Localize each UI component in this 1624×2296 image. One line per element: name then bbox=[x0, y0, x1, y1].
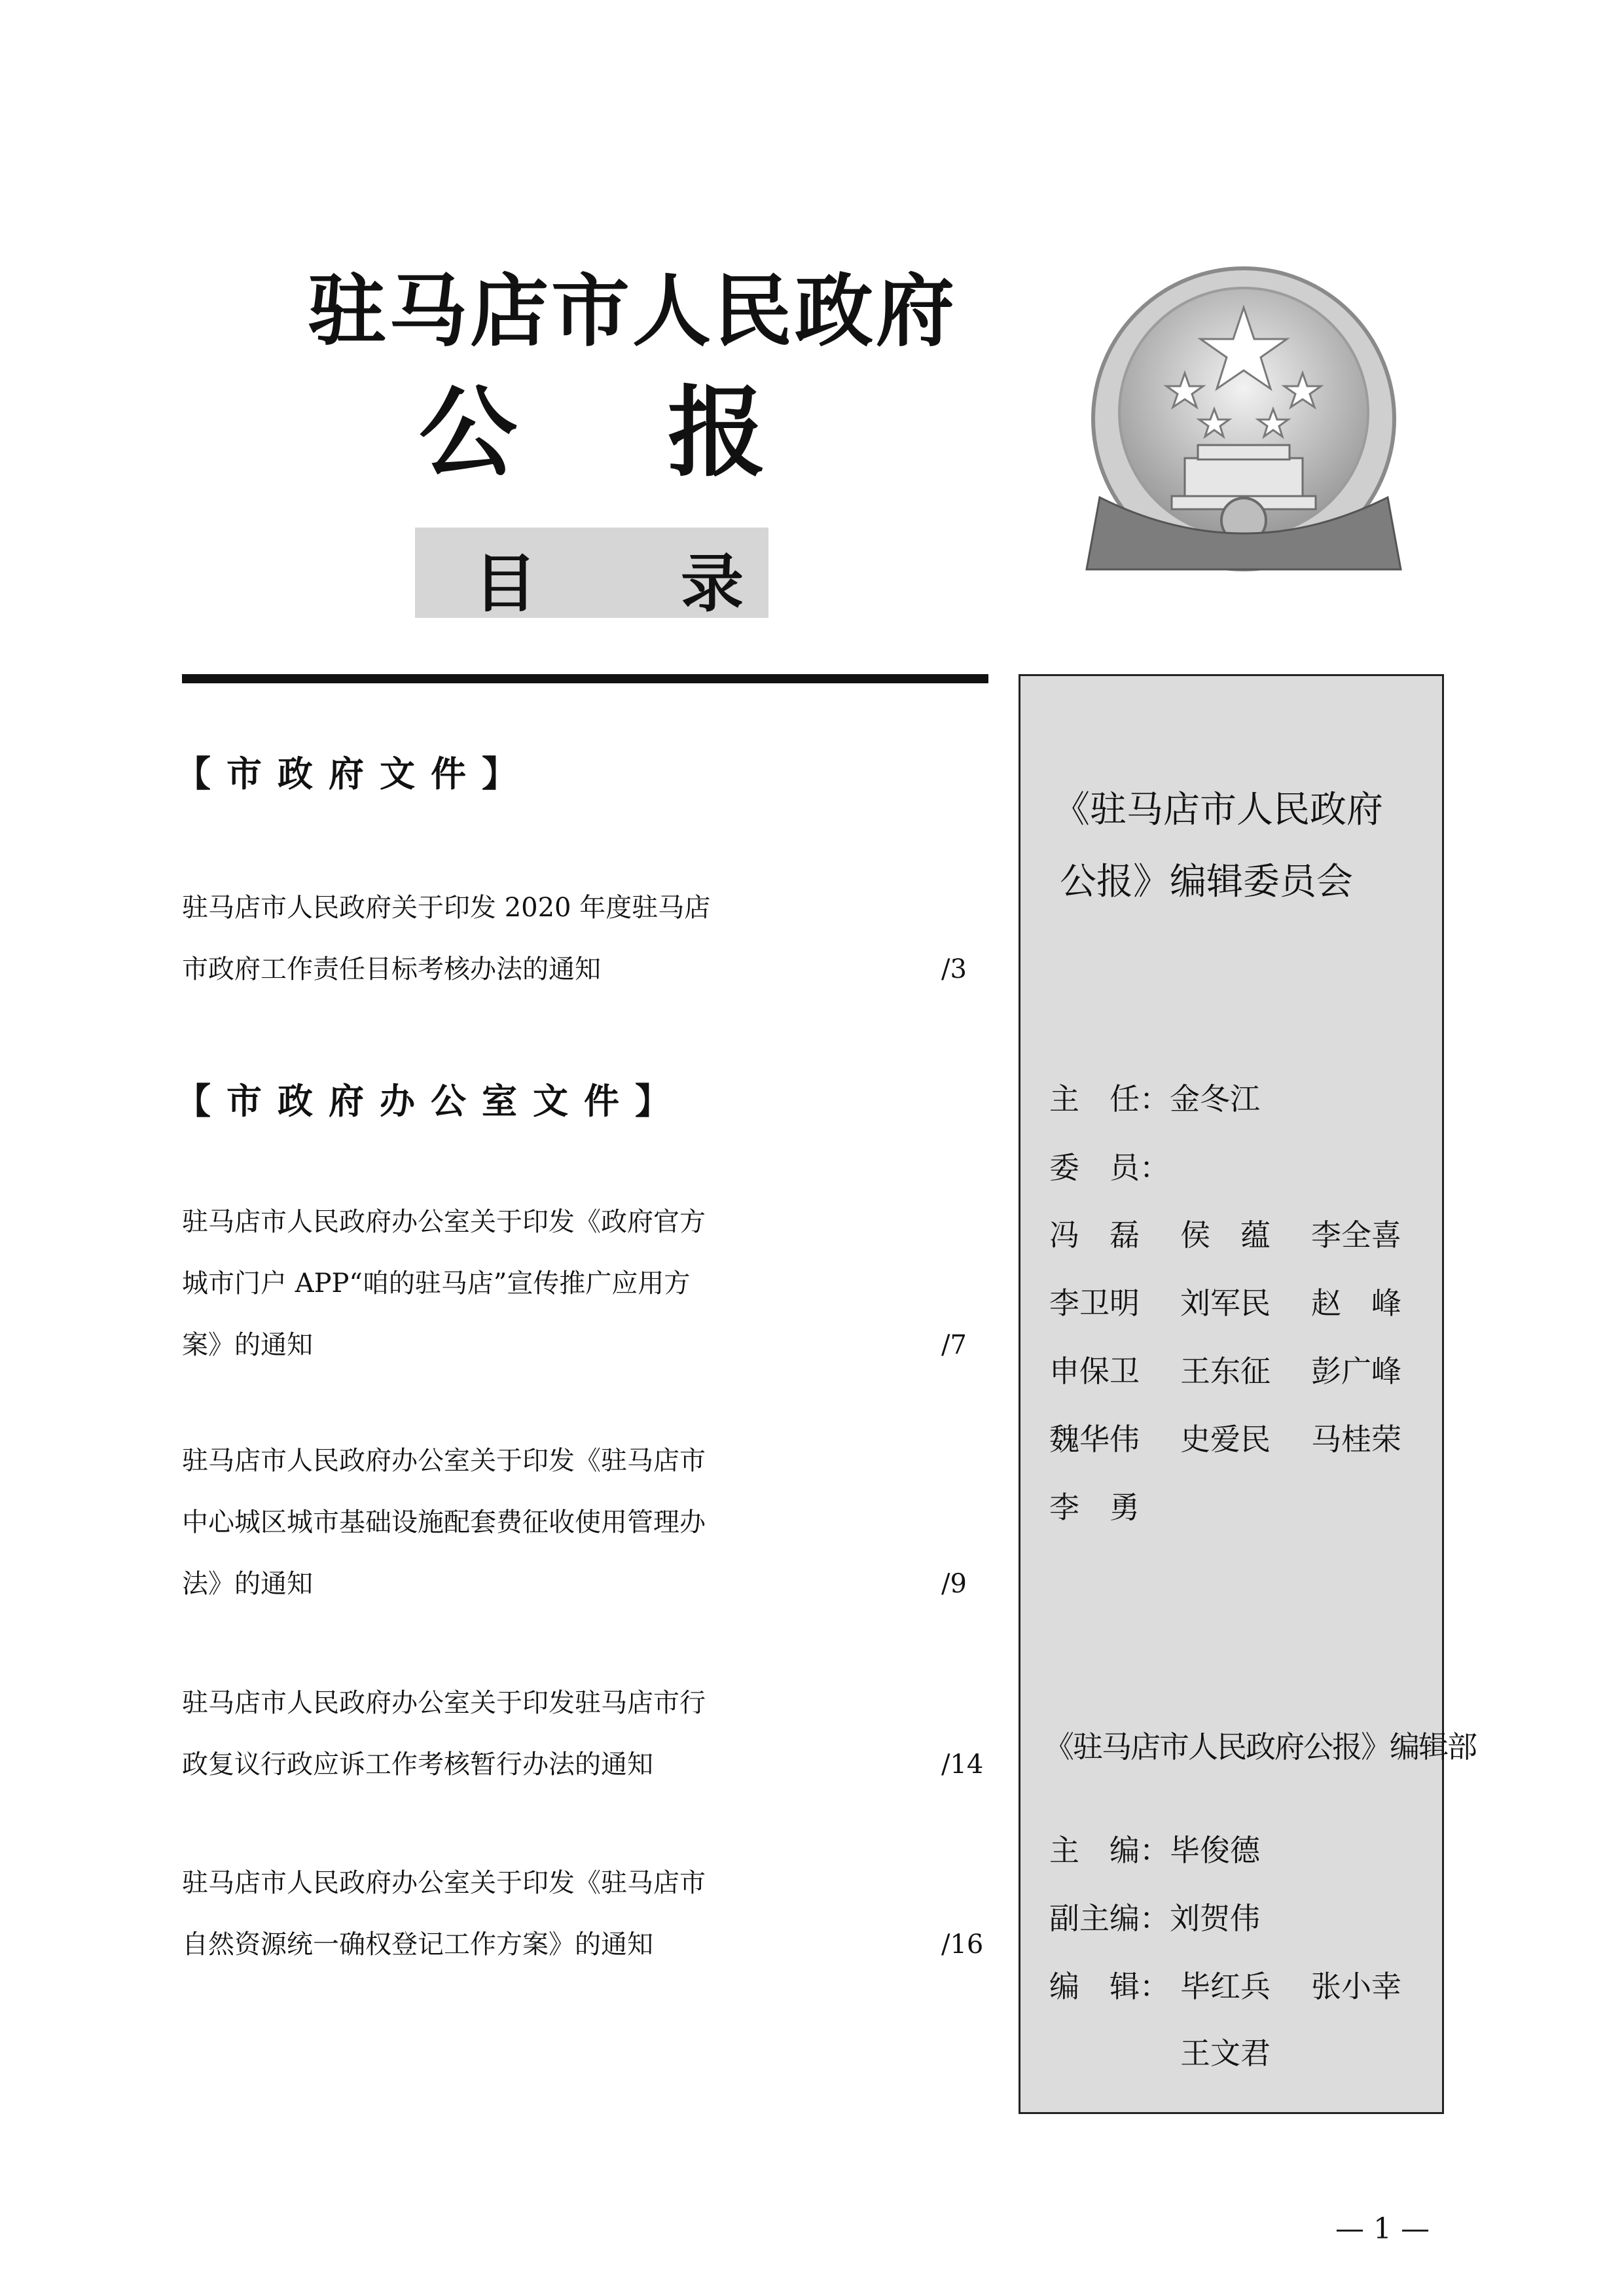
member-name: 李卫明 bbox=[1049, 1285, 1140, 1321]
toc-entry[interactable] bbox=[182, 1430, 981, 1615]
toc-entry-title-text: 案》的通知 bbox=[182, 1330, 313, 1360]
member-name: 彭广峰 bbox=[1311, 1354, 1401, 1389]
toc-entry-title-line: 驻马店市人民政府办公室关于印发《驻马店市 bbox=[182, 1868, 706, 1898]
member-row bbox=[1049, 1280, 1442, 1319]
member-row bbox=[1049, 1348, 1442, 1387]
toc-entry-page: /14 bbox=[941, 1749, 984, 1780]
toc-entry-page: /7 bbox=[941, 1330, 967, 1360]
toc-entry-title-line bbox=[182, 1914, 984, 1975]
toc-entry-title-line: 城市门户 APP“咱的驻马店”宣传推广应用方 bbox=[182, 1268, 691, 1299]
member-name: 赵 峰 bbox=[1311, 1285, 1401, 1321]
toc-label: 目录 bbox=[474, 547, 888, 620]
toc-entry-title-line bbox=[182, 1553, 981, 1615]
editorial-department-title: 《驻马店市人民政府公报》编辑部 bbox=[1044, 1729, 1476, 1765]
toc-banner bbox=[415, 528, 888, 620]
toc-entry-title-text: 法》的通知 bbox=[182, 1569, 313, 1599]
page-number: — 1 — bbox=[1335, 2212, 1430, 2246]
toc-entry-title-text: 自然资源统一确权登记工作方案》的通知 bbox=[182, 1929, 653, 1960]
director-label: 主 任： bbox=[1049, 1081, 1170, 1117]
toc-entry-page: /3 bbox=[941, 954, 967, 984]
section-heading-municipal-government: 【市政府文件】 bbox=[175, 753, 533, 795]
editors-row bbox=[1049, 1963, 1442, 2002]
member-name: 王东征 bbox=[1180, 1354, 1271, 1389]
national-emblem-icon bbox=[1074, 262, 1414, 602]
toc-entry[interactable] bbox=[182, 1672, 984, 1795]
toc-entry-page: /9 bbox=[941, 1569, 967, 1599]
member-name: 马桂荣 bbox=[1311, 1422, 1401, 1457]
top-divider bbox=[182, 674, 988, 683]
gazette-subtitle: 公报 bbox=[419, 375, 917, 490]
toc-entry-title-text: 政复议行政应诉工作考核暂行办法的通知 bbox=[182, 1749, 653, 1780]
toc-entry-title-text: 市政府工作责任目标考核办法的通知 bbox=[182, 954, 601, 984]
committee-title: 公报》编辑委员会 bbox=[1060, 861, 1353, 903]
toc-entry-title-line bbox=[182, 939, 981, 1000]
toc-entry-title-line: 驻马店市人民政府办公室关于印发《驻马店市 bbox=[182, 1446, 706, 1476]
editor-name: 毕红兵 bbox=[1180, 1969, 1271, 2004]
editor-name: 王文君 bbox=[1180, 2036, 1271, 2071]
deputy-editor-row bbox=[1049, 1895, 1260, 1938]
chief-editor-label: 主 编： bbox=[1049, 1833, 1170, 1868]
toc-entry-title-line bbox=[182, 1314, 981, 1376]
deputy-editor-label: 副主编： bbox=[1049, 1901, 1170, 1936]
gazette-title: 驻马店市人民政府 bbox=[308, 265, 957, 357]
member-name: 申保卫 bbox=[1049, 1354, 1140, 1389]
member-row bbox=[1049, 1484, 1442, 1523]
member-name: 史爱民 bbox=[1180, 1422, 1271, 1457]
member-name: 侯 蕴 bbox=[1180, 1217, 1271, 1253]
member-row bbox=[1049, 1416, 1442, 1455]
chief-editor-name: 毕俊德 bbox=[1170, 1833, 1260, 1868]
toc-entry-title-line bbox=[182, 1734, 984, 1795]
toc-entry[interactable] bbox=[182, 1852, 984, 1975]
member-row bbox=[1049, 1211, 1442, 1251]
toc-entry[interactable] bbox=[182, 877, 981, 1000]
toc-entry[interactable] bbox=[182, 1191, 981, 1376]
toc-entry-title-line: 驻马店市人民政府办公室关于印发《政府官方 bbox=[182, 1207, 706, 1237]
editorial-panel bbox=[1019, 674, 1476, 2114]
deputy-editor-name: 刘贺伟 bbox=[1170, 1901, 1260, 1936]
member-name: 冯 磊 bbox=[1049, 1217, 1140, 1253]
member-name: 魏华伟 bbox=[1049, 1422, 1140, 1457]
committee-title: 《驻马店市人民政府 bbox=[1053, 789, 1383, 831]
editor-name: 张小幸 bbox=[1311, 1969, 1401, 2004]
toc-entry-title-line: 驻马店市人民政府关于印发 2020 年度驻马店 bbox=[182, 893, 711, 923]
members-label: 委 员： bbox=[1049, 1150, 1170, 1185]
section-heading-government-office: 【市政府办公室文件】 bbox=[175, 1081, 686, 1122]
director-row bbox=[1049, 1075, 1260, 1119]
director-name: 金冬江 bbox=[1170, 1081, 1260, 1117]
toc-entry-title-line: 驻马店市人民政府办公室关于印发驻马店市行 bbox=[182, 1688, 706, 1718]
member-name: 李 勇 bbox=[1049, 1490, 1140, 1525]
toc-entry-page: /16 bbox=[941, 1929, 984, 1960]
member-name: 李全喜 bbox=[1311, 1217, 1401, 1253]
chief-editor-row bbox=[1049, 1827, 1260, 1870]
toc-entry-title-line: 中心城区城市基础设施配套费征收使用管理办 bbox=[182, 1507, 706, 1537]
member-name: 刘军民 bbox=[1180, 1285, 1271, 1321]
editors-label: 编 辑： bbox=[1049, 1969, 1170, 2004]
